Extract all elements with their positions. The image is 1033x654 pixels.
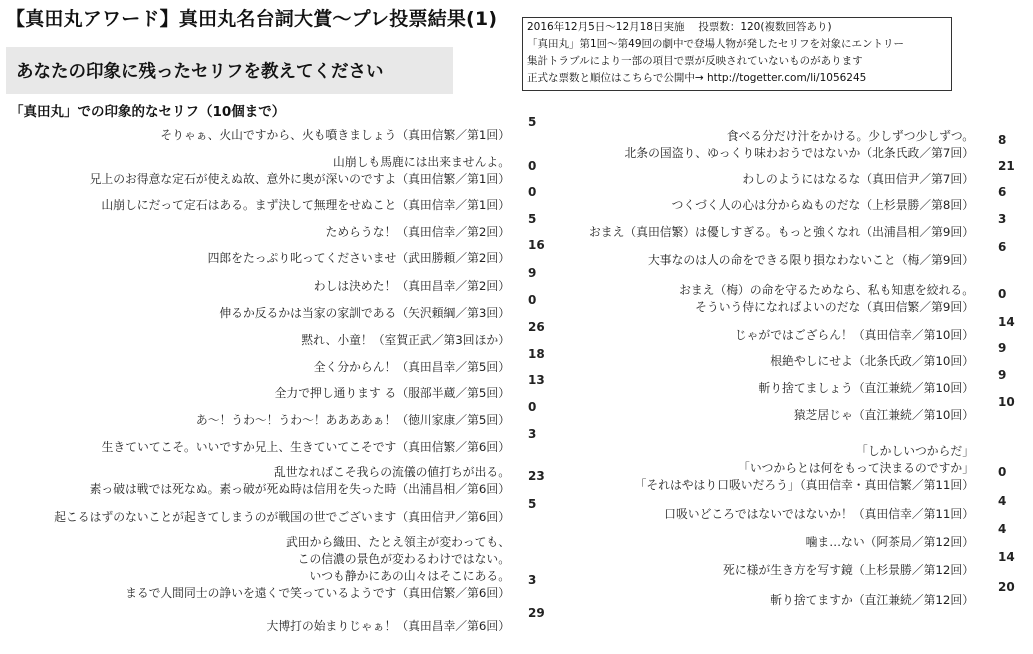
vote-count: 0 xyxy=(528,159,537,173)
vote-count: 5 xyxy=(528,212,537,226)
left-quote xyxy=(125,534,510,602)
left-quote xyxy=(54,509,510,526)
left-quote xyxy=(275,385,510,402)
left-quote xyxy=(101,197,510,214)
left-quote xyxy=(102,439,510,456)
quote-line: 山崩しも馬鹿には出来ませんよ。 xyxy=(333,155,510,169)
quote-line: 根絶やしにせよ（北条氏政／第10回） xyxy=(770,354,974,368)
vote-count: 29 xyxy=(528,606,545,620)
vote-count: 10 xyxy=(998,395,1015,409)
vote-count: 14 xyxy=(998,315,1015,329)
vote-count: 8 xyxy=(998,133,1007,147)
vote-count: 0 xyxy=(998,465,1007,479)
right-quote xyxy=(742,171,974,188)
quote-line: 乱世なればこそ我らの流儀の値打ちが出る。 xyxy=(274,465,510,479)
left-quote xyxy=(90,154,510,188)
left-quote xyxy=(160,127,510,144)
quote-line: 山崩しにだって定石はある。まず決して無理をせぬこと（真田信幸／第1回） xyxy=(101,198,510,212)
vote-count: 9 xyxy=(998,341,1007,355)
right-quote xyxy=(672,197,974,214)
vote-count: 5 xyxy=(528,497,537,511)
section-title: 「真田丸」での印象的なセリフ（10個まで） xyxy=(10,104,286,120)
vote-count: 9 xyxy=(528,266,537,280)
quote-line: 全力で押し通ります る（服部半蔵／第5回） xyxy=(274,386,510,400)
left-quote xyxy=(326,224,510,241)
quote-line: 北条の国盗り、ゆっくり味わおうではないか（北条氏政／第7回） xyxy=(624,146,974,160)
right-quote xyxy=(679,282,974,316)
quote-line: 起こるはずのないことが起きてしまうのが戦国の世でございます（真田信尹／第6回） xyxy=(54,510,510,524)
vote-count: 3 xyxy=(528,573,537,587)
vote-count: 4 xyxy=(998,494,1007,508)
quote-line: そういう侍になればよいのだな（真田信繁／第9回） xyxy=(695,300,974,314)
quote-line: まるで人間同士の諍いを遠くで笑っているようです（真田信繁／第6回） xyxy=(125,586,510,600)
quote-line: わしは決めた！（真田昌幸／第2回） xyxy=(313,279,510,293)
right-quote xyxy=(735,327,974,344)
quote-line: 死に様が生き方を写す鏡（上杉景勝／第12回） xyxy=(723,563,974,577)
left-quote xyxy=(301,332,510,349)
quote-line: 斬り捨てますか（直江兼続／第12回） xyxy=(770,593,974,607)
quote-line: 兄上のお得意な定石が使えぬ故、意外に奥が深いのですよ（真田信繁／第1回） xyxy=(89,172,510,186)
quote-line: 口吸いどころではないではないか！（真田信幸／第11回） xyxy=(664,507,974,521)
quote-line: おまえ（梅）の命を守るためなら、私も知恵を絞れる。 xyxy=(679,283,974,297)
vote-count: 13 xyxy=(528,373,545,387)
right-quote xyxy=(589,224,974,241)
quote-line: 大事なのは人の命をできる限り損なわないこと（梅／第9回） xyxy=(647,253,974,267)
right-quote xyxy=(723,562,974,579)
left-quote xyxy=(90,464,510,498)
left-quote xyxy=(208,250,510,267)
right-quote xyxy=(770,592,974,609)
quote-line: 大博打の始まりじゃぁ！（真田昌幸／第6回） xyxy=(266,619,510,633)
vote-count: 4 xyxy=(998,522,1007,536)
right-quote xyxy=(635,443,974,494)
quote-line: 生きていてこそ。いいですか兄上、生きていてこそです（真田信繁／第6回） xyxy=(101,440,510,454)
quote-line: 斬り捨てましょう（直江兼続／第10回） xyxy=(758,381,974,395)
vote-count: 26 xyxy=(528,320,545,334)
right-quote xyxy=(625,128,975,162)
quote-line: ためらうな！（真田信幸／第2回） xyxy=(325,225,510,239)
quote-line: 伸るか反るかは当家の家訓である（矢沢頼綱／第3回） xyxy=(219,306,510,320)
vote-count: 3 xyxy=(998,212,1007,226)
quote-line: この信濃の景色が変わるわけではない。 xyxy=(297,552,510,566)
vote-count: 20 xyxy=(998,580,1015,594)
quote-line: 食べる分だけ汁をかける。少しずつ少しずつ。 xyxy=(726,129,974,143)
vote-count: 23 xyxy=(528,469,545,483)
quote-line: じゃがではござらん！（真田信幸／第10回） xyxy=(734,328,974,342)
info-line-link: 正式な票数と順位はこちらで公開中→ http://togetter.com/li/1056245 xyxy=(527,72,867,84)
quote-line: そりゃぁ、火山ですから、火も噴きましょう（真田信繁／第1回） xyxy=(160,128,510,142)
left-quote xyxy=(314,359,510,376)
page-title: 【真田丸アワード】真田丸名台詞大賞〜プレ投票結果(1) xyxy=(6,8,498,30)
vote-count: 0 xyxy=(528,185,537,199)
vote-count: 5 xyxy=(528,115,537,129)
right-quote xyxy=(806,534,974,551)
right-quote xyxy=(664,506,974,523)
vote-count: 21 xyxy=(998,159,1015,173)
vote-count: 16 xyxy=(528,238,545,252)
quote-line: 黙れ、小童！（室賀正武／第3回ほか） xyxy=(301,333,510,347)
quote-line: おまえ（真田信繁）は優しすぎる。もっと強くなれ（出浦昌相／第9回） xyxy=(588,225,974,239)
info-line-scope: 「真田丸」第1回〜第49回の劇中で登場人物が発したセリフを対象にエントリー xyxy=(527,38,905,50)
vote-count: 0 xyxy=(528,293,537,307)
info-line-period: 2016年12月5日〜12月18日実施 投票数：120(複数回答あり) xyxy=(527,21,832,33)
quote-line: 全く分からん！（真田昌幸／第5回） xyxy=(313,360,510,374)
vote-count: 14 xyxy=(998,550,1015,564)
vote-count: 6 xyxy=(998,185,1007,199)
quote-line: 猿芝居じゃ（直江兼続／第10回） xyxy=(793,408,974,422)
vote-count: 0 xyxy=(998,287,1007,301)
quote-line: いつも静かにあの山々はそこにある。 xyxy=(309,569,510,583)
quote-line: わしのようにはなるな（真田信尹／第7回） xyxy=(742,172,974,186)
info-line-trouble: 集計トラブルにより一部の項目で票が反映されていないものがあります xyxy=(527,55,863,67)
left-quote xyxy=(196,412,510,429)
right-quote xyxy=(758,380,974,397)
quote-line: つくづく人の心は分からぬものだな（上杉景勝／第8回） xyxy=(671,198,974,212)
left-quote xyxy=(314,278,510,295)
left-quote xyxy=(267,618,510,635)
vote-count: 9 xyxy=(998,368,1007,382)
quote-line: 四郎をたっぷり叱ってくださいませ（武田勝頼／第2回） xyxy=(207,251,510,265)
quote-line: 素っ破は戦では死なぬ。素っ破が死ぬ時は信用を失った時（出浦昌相／第6回） xyxy=(89,482,510,496)
quote-line: 噛ま…ない（阿茶局／第12回） xyxy=(805,535,974,549)
vote-count: 6 xyxy=(998,240,1007,254)
vote-count: 3 xyxy=(528,427,537,441)
quote-line: 「それはやはり口吸いだろう」（真田信幸・真田信繁／第11回） xyxy=(634,478,974,492)
vote-count: 0 xyxy=(528,400,537,414)
vote-count: 18 xyxy=(528,347,545,361)
survey-info-box xyxy=(522,17,952,91)
quote-line: 「しかしいつからだ」 xyxy=(856,444,974,458)
question-banner: あなたの印象に残ったセリフを教えてください xyxy=(6,47,453,94)
quote-line: あ〜！うわ〜！うわ〜！ああああぁ！（徳川家康／第5回） xyxy=(195,413,510,427)
quote-line: 「いつからとは何をもって決まるのですか」 xyxy=(738,461,974,475)
left-quote xyxy=(219,305,510,322)
right-quote xyxy=(770,353,974,370)
quote-line: 武田から織田、たとえ領主が変わっても、 xyxy=(285,535,510,549)
right-quote xyxy=(648,252,974,269)
right-quote xyxy=(794,407,974,424)
